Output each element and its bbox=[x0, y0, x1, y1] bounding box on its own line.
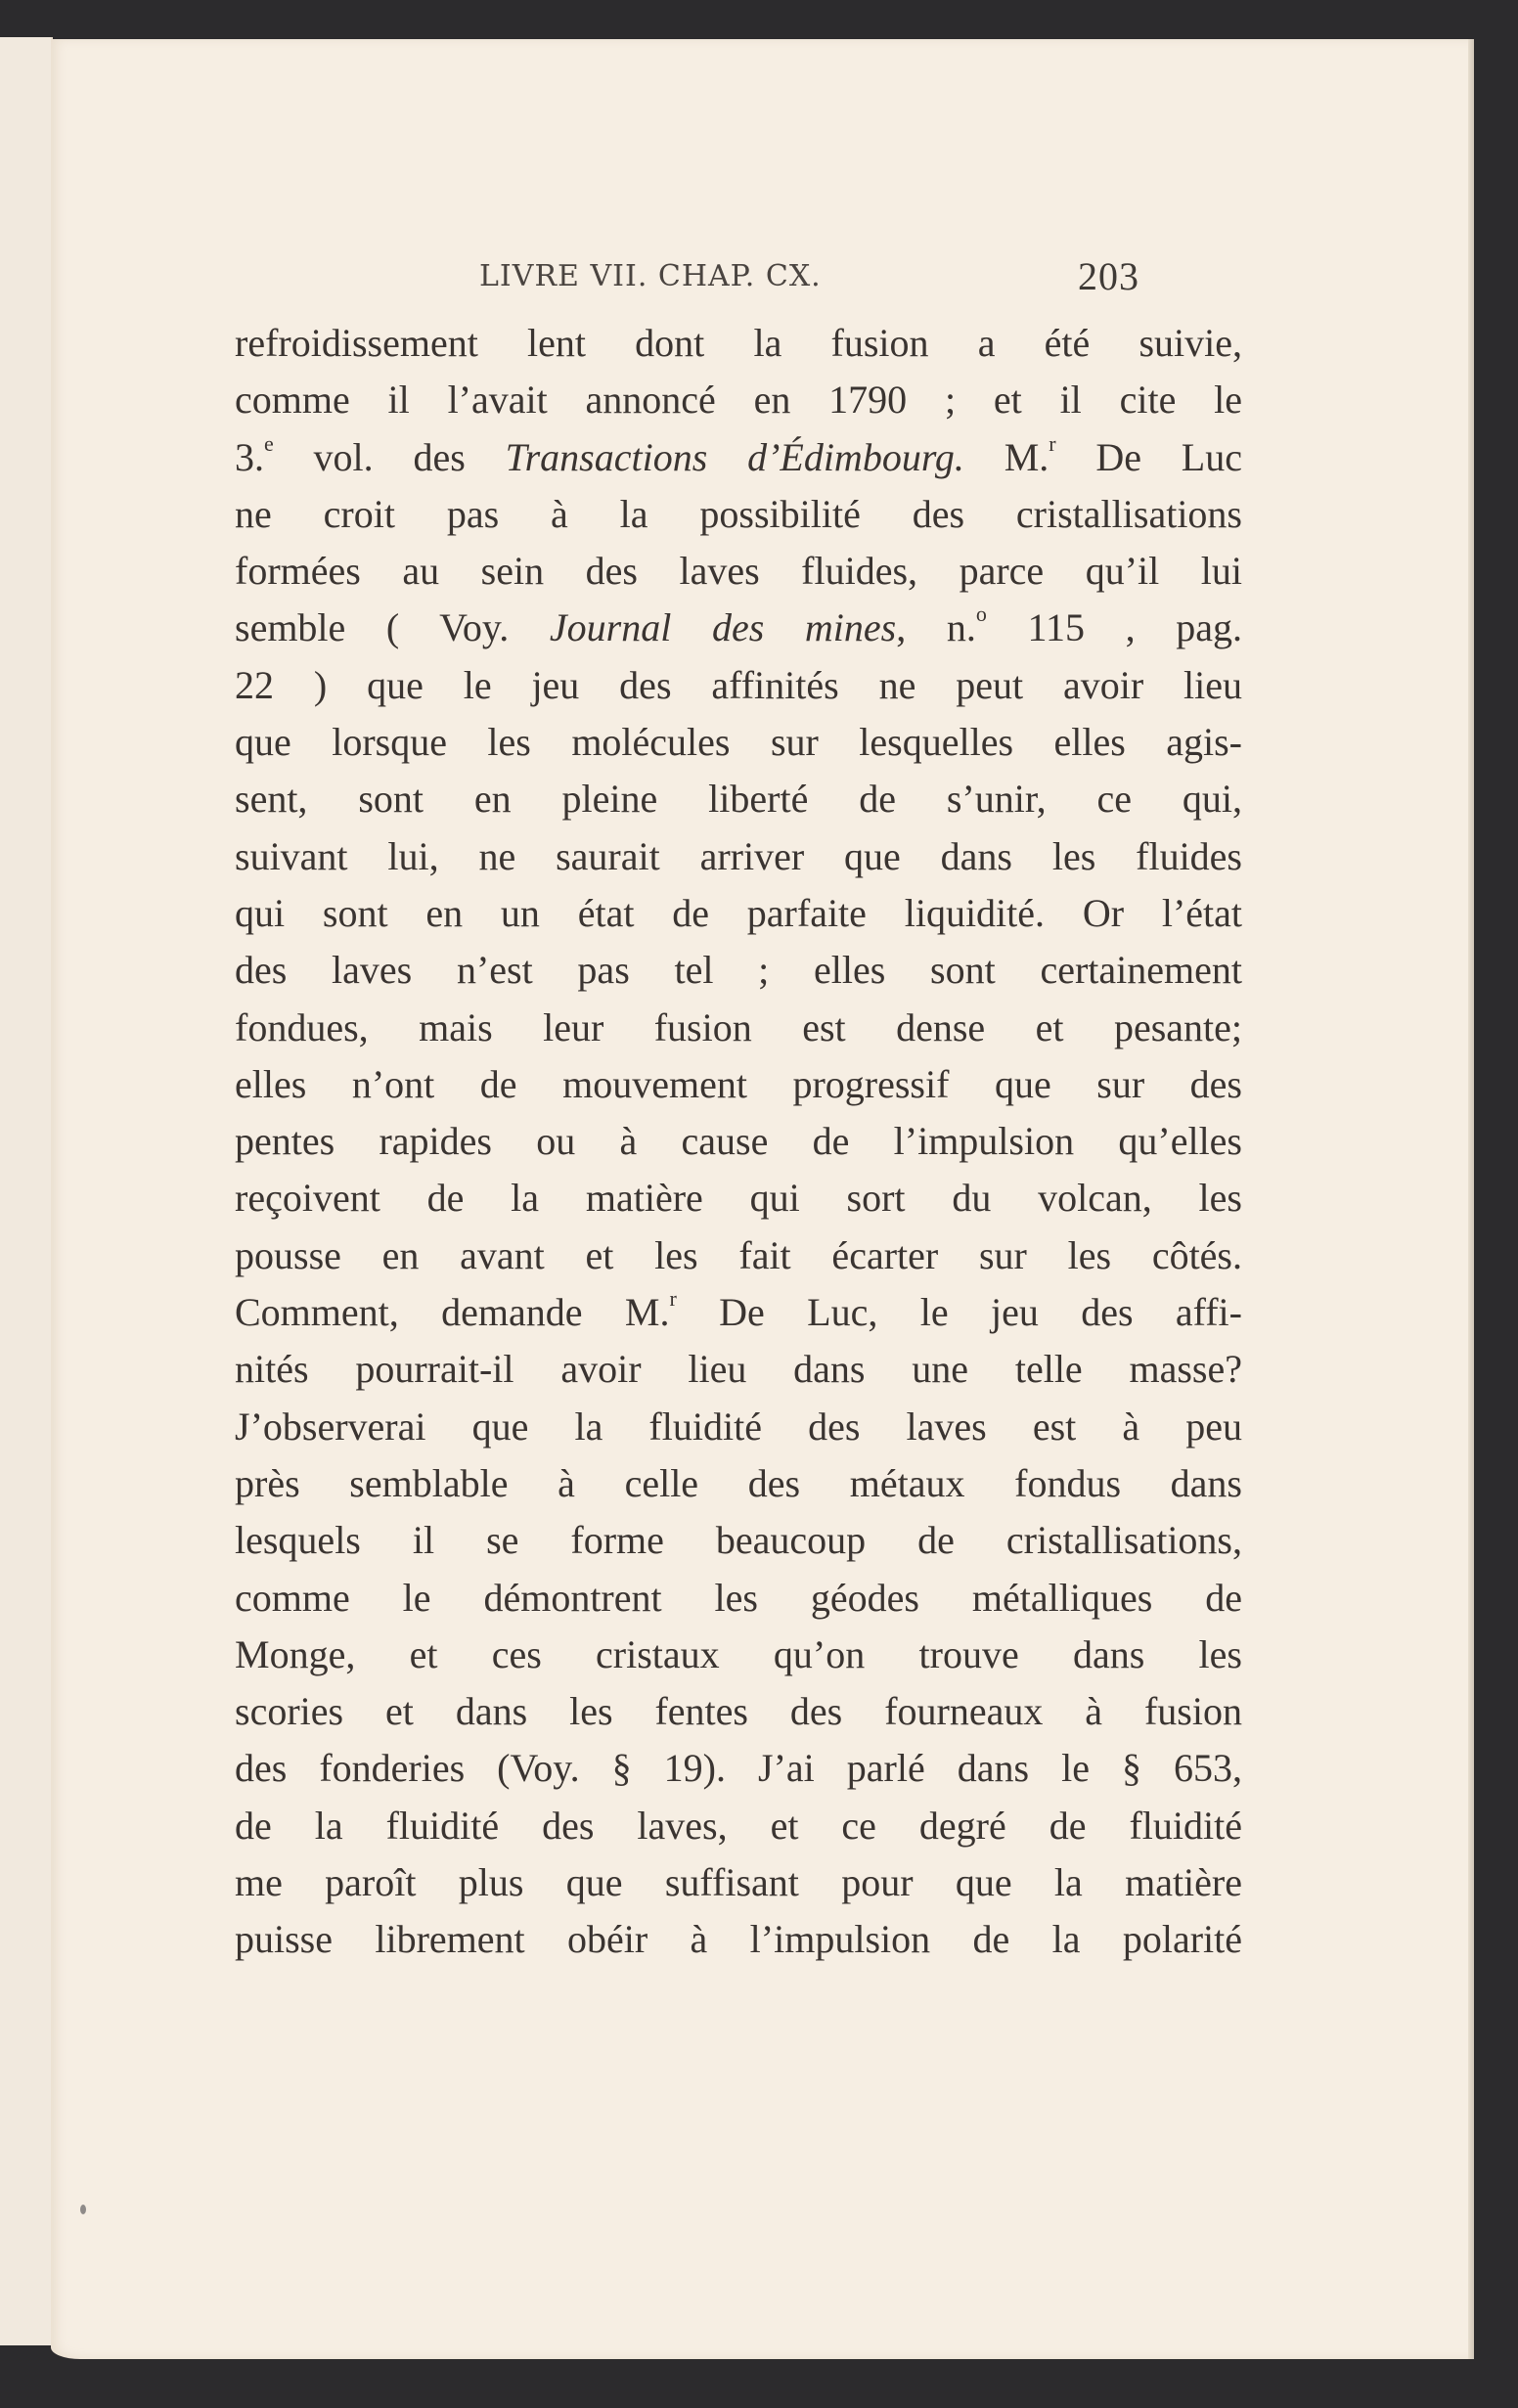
text-line bbox=[235, 885, 1242, 942]
italic-text: Journal des mines bbox=[549, 605, 897, 650]
text-segment: refroidissement lent dont la fusion a été suivie, bbox=[235, 321, 1242, 365]
facing-page-edge bbox=[0, 37, 53, 2345]
text-line bbox=[235, 429, 1242, 486]
text-line bbox=[235, 600, 1242, 656]
text-line bbox=[235, 1000, 1242, 1056]
page-number: 203 bbox=[1078, 254, 1139, 298]
text-segment: lesquels il se forme beaucoup de cristallisations, bbox=[235, 1518, 1242, 1563]
text-line bbox=[235, 1455, 1242, 1512]
superscript: o bbox=[975, 602, 987, 627]
text-segment: pousse en avant et les fait écarter sur les côtés. bbox=[235, 1232, 1242, 1277]
text-line bbox=[235, 1570, 1242, 1627]
text-line bbox=[235, 1740, 1242, 1797]
superscript: r bbox=[669, 1286, 677, 1312]
text-segment: elles n’ont de mouvement progressif que sur des bbox=[235, 1061, 1242, 1106]
text-segment: fondues, mais leur fusion est dense et pesante; bbox=[235, 1004, 1242, 1049]
text-line bbox=[235, 828, 1242, 885]
superscript: r bbox=[1049, 430, 1056, 456]
text-segment: pentes rapides ou à cause de l’impulsion qu’elles bbox=[235, 1119, 1242, 1164]
text-line bbox=[235, 714, 1242, 771]
text-line bbox=[235, 1854, 1242, 1911]
text-segment: ne croit pas à la possibilité des cristallisations bbox=[235, 491, 1242, 536]
text-segment: près semblable à celle des métaux fondus dans bbox=[235, 1460, 1242, 1505]
text-segment: reçoivent de la matière qui sort du volcan, les bbox=[235, 1176, 1242, 1221]
text-line bbox=[235, 1399, 1242, 1455]
text-line bbox=[235, 486, 1242, 543]
text-segment: Monge, et ces cristaux qu’on trouve dans les bbox=[235, 1631, 1242, 1676]
book-page bbox=[51, 39, 1474, 2359]
running-head-title: LIVRE VII. CHAP. CX. bbox=[479, 259, 822, 293]
text-line bbox=[235, 657, 1242, 714]
text-line bbox=[235, 543, 1242, 600]
text-segment: De Luc bbox=[1055, 434, 1242, 479]
text-segment: que lorsque les molécules sur lesquelles elles agis- bbox=[235, 720, 1242, 765]
text-segment: , n. bbox=[896, 605, 976, 650]
text-segment: 22 ) que le jeu des affinités ne peut avoir lieu bbox=[235, 662, 1242, 707]
text-line bbox=[235, 1627, 1242, 1683]
text-segment: De Luc, le jeu des affi- bbox=[676, 1290, 1242, 1335]
body-text bbox=[235, 315, 1242, 1969]
text-line bbox=[235, 942, 1242, 999]
text-segment: comme le démontrent les géodes métalliques de bbox=[235, 1575, 1242, 1620]
text-segment: formées au sein des laves fluides, parce qu’il lui bbox=[235, 549, 1242, 594]
text-segment: puisse librement obéir à l’impulsion de la polarité bbox=[235, 1917, 1242, 1962]
italic-text: Transactions d’Édimbourg. bbox=[505, 434, 964, 479]
text-line bbox=[235, 372, 1242, 428]
text-segment: M. bbox=[963, 434, 1049, 479]
text-segment: sent, sont en pleine liberté de s’unir, ce qui, bbox=[235, 777, 1242, 822]
text-segment: nités pourrait-il avoir lieu dans une telle masse? bbox=[235, 1347, 1242, 1392]
text-line bbox=[235, 1284, 1242, 1341]
text-segment: me paroît plus que suffisant pour que la matière bbox=[235, 1860, 1242, 1905]
text-line bbox=[235, 1056, 1242, 1113]
text-segment: 3. bbox=[235, 434, 264, 479]
text-segment: 115 , pag. bbox=[986, 605, 1242, 650]
text-segment: des laves n’est pas tel ; elles sont certainement bbox=[235, 948, 1242, 993]
text-line bbox=[235, 1113, 1242, 1170]
text-segment: suivant lui, ne saurait arriver que dans les fluides bbox=[235, 833, 1242, 878]
text-segment: semble ( Voy. bbox=[235, 605, 550, 650]
text-line bbox=[235, 1512, 1242, 1569]
text-segment: scories et dans les fentes des fourneaux à fusion bbox=[235, 1689, 1242, 1734]
text-line bbox=[235, 1170, 1242, 1226]
paper-fleck bbox=[80, 2205, 86, 2214]
text-line bbox=[235, 1227, 1242, 1284]
text-segment: qui sont en un état de parfaite liquidité. Or l’état bbox=[235, 890, 1242, 935]
text-line bbox=[235, 771, 1242, 827]
text-line bbox=[235, 1683, 1242, 1740]
text-line bbox=[235, 315, 1242, 372]
text-segment: des fonderies (Voy. § 19). J’ai parlé dans le § 653, bbox=[235, 1746, 1242, 1791]
text-line bbox=[235, 1341, 1242, 1398]
text-segment: J’observerai que la fluidité des laves est à peu bbox=[235, 1404, 1242, 1449]
text-segment: de la fluidité des laves, et ce degré de fluidité bbox=[235, 1803, 1242, 1848]
text-segment: vol. des bbox=[273, 434, 506, 479]
superscript: e bbox=[264, 430, 274, 456]
text-segment: Comment, demande M. bbox=[235, 1290, 670, 1335]
text-line bbox=[235, 1911, 1242, 1968]
text-segment: comme il l’avait annoncé en 1790 ; et il cite le bbox=[235, 378, 1242, 423]
text-line bbox=[235, 1798, 1242, 1854]
